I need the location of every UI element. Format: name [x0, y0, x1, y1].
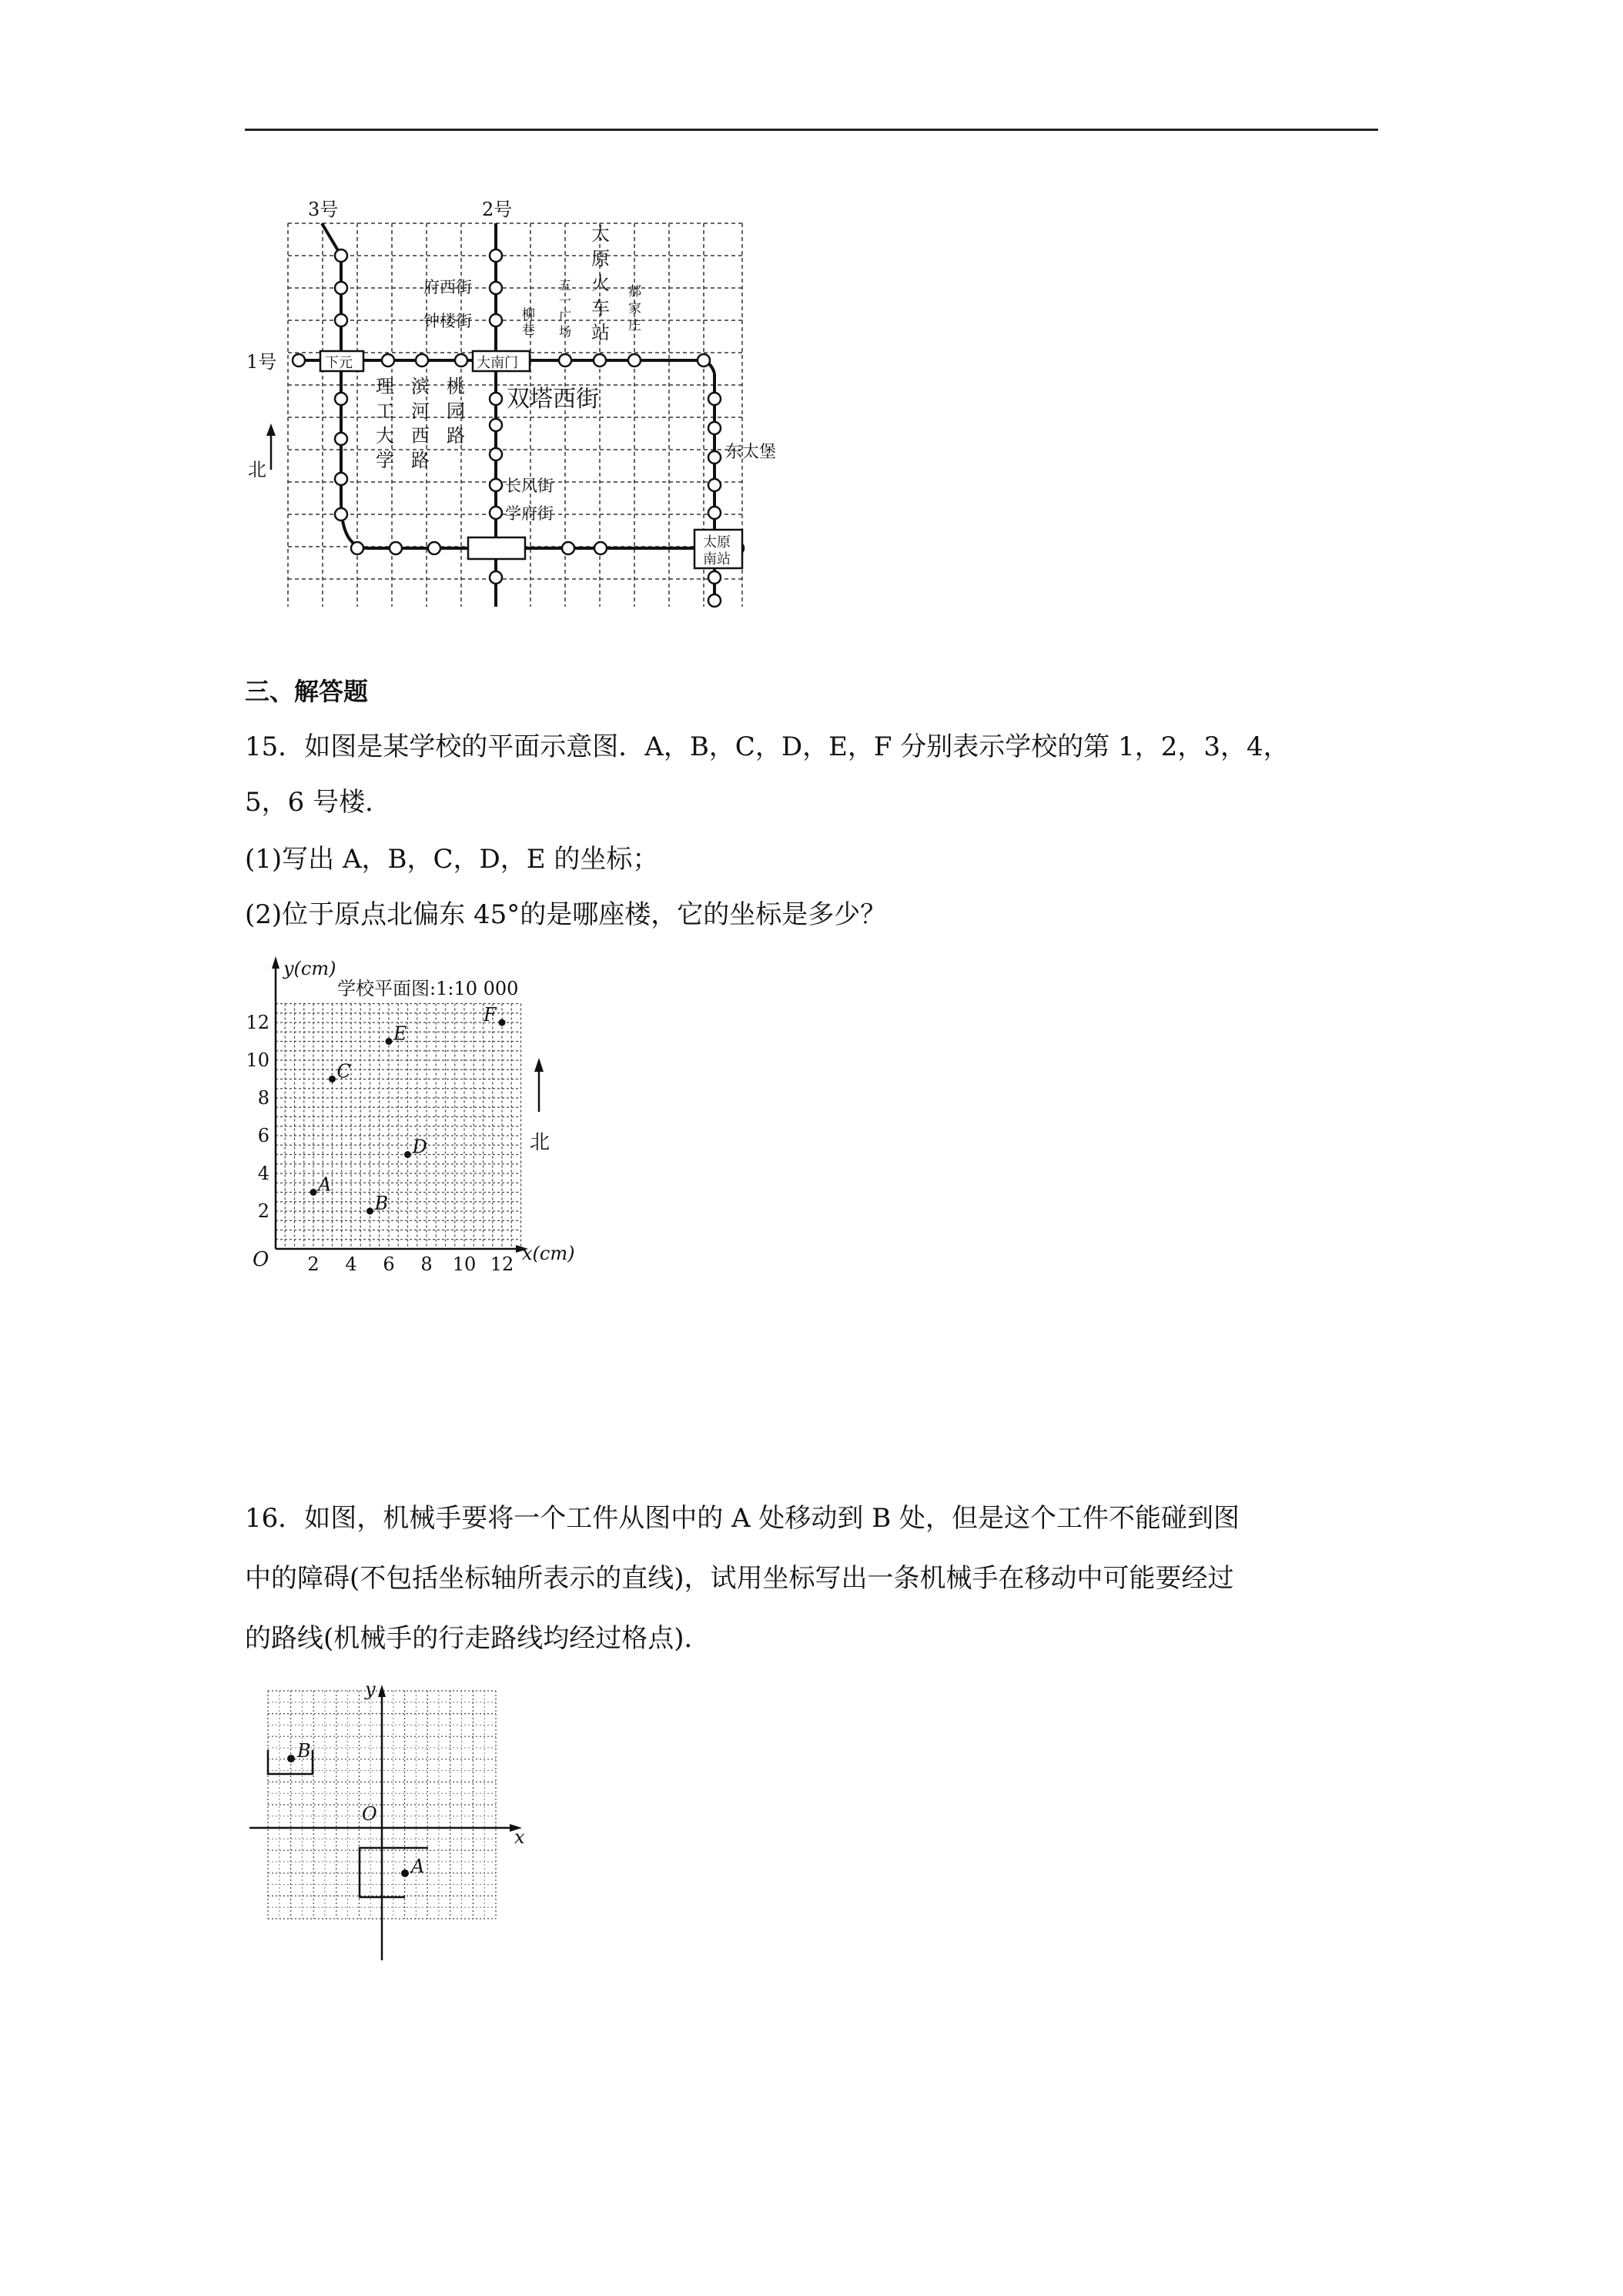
- metro-map-figure: [245, 192, 777, 616]
- point-B-dot: [287, 1755, 295, 1762]
- railway-char-3: 火: [591, 273, 610, 294]
- building-F-label: F: [484, 1004, 497, 1026]
- y-tick-labels: [246, 1012, 269, 1222]
- north-label: 北: [248, 459, 266, 480]
- liuxiang-label: [522, 307, 535, 338]
- binhe-char-2: 河: [411, 400, 430, 422]
- binhe-char-3: 西: [411, 425, 430, 447]
- taoyuan-label: [447, 376, 465, 447]
- ligong-char-2: 工: [376, 400, 394, 422]
- q15-part-2: (2)位于原点北偏东 45°的是哪座楼，它的坐标是多少？: [245, 899, 887, 930]
- binhe-label: [411, 376, 430, 471]
- y-tick-label: 10: [246, 1049, 269, 1071]
- robot-axes: [249, 1691, 516, 1960]
- north-arrow-icon: [266, 423, 276, 470]
- q16-line-2: 中的障碍(不包括坐标轴所表示的直线)，试用坐标写出一条机械手在移动中可能要经过: [245, 1563, 1234, 1594]
- building-A-label: A: [318, 1173, 332, 1196]
- haojia-char-1: 郝: [628, 284, 641, 300]
- building-B-dot: [366, 1208, 373, 1215]
- building-F-dot: [499, 1019, 506, 1026]
- point-A-label: A: [411, 1856, 425, 1877]
- dongtaibao-label: 东太堡: [725, 443, 777, 462]
- railway-char-5: 站: [591, 322, 610, 343]
- point-B-label: B: [297, 1740, 311, 1762]
- shuangta-label: 双塔西街: [507, 386, 599, 413]
- robot-origin-label: O: [362, 1803, 377, 1825]
- taoyuan-char-3: 路: [447, 425, 465, 447]
- taoyuan-char-2: 园: [447, 400, 465, 422]
- danan-label: 大南门: [477, 355, 518, 371]
- zhonglou-label: 钟楼街: [423, 312, 472, 330]
- q15-line-2: 5，6 号楼．: [245, 787, 392, 818]
- haojia-label: [628, 284, 641, 333]
- building-A-dot: [310, 1189, 317, 1196]
- plan-north-label: 北: [530, 1131, 550, 1154]
- y-axis-label: y(cm): [283, 958, 336, 979]
- building-C-label: C: [336, 1060, 351, 1083]
- xuefu-label: 学府街: [505, 504, 554, 523]
- ligong-char-3: 大: [376, 425, 394, 447]
- building-D-label: D: [412, 1136, 427, 1158]
- y-axis-arrow-icon: [272, 956, 279, 969]
- section-title: 三、解答题: [245, 677, 369, 706]
- railway-char-1: 太: [591, 223, 610, 245]
- robot-x-label: x: [514, 1826, 525, 1848]
- railway-label: [591, 223, 610, 343]
- building-E-dot: [386, 1038, 393, 1045]
- building-E-label: E: [393, 1022, 407, 1045]
- y-tick-label: 2: [257, 1200, 269, 1222]
- wuyi-char-4: 场: [559, 324, 572, 339]
- y-tick-label: 12: [246, 1012, 269, 1033]
- haojia-char-3: 庄: [628, 318, 641, 333]
- y-tick-label: 8: [257, 1087, 269, 1109]
- binhe-char-4: 路: [411, 450, 430, 471]
- q15-part-1: (1)写出 A，B，C，D，E 的坐标；: [245, 844, 659, 875]
- x-axis-label: x(cm): [522, 1243, 575, 1264]
- taoyuan-char-1: 桃: [447, 376, 465, 397]
- x-tick-labels: [307, 1253, 514, 1275]
- scale-title: 学校平面图:1:10 000: [337, 978, 519, 999]
- building-C-dot: [329, 1076, 336, 1083]
- binhe-char-1: 滨: [411, 376, 430, 397]
- x-tick-label: 2: [307, 1253, 320, 1275]
- line-1-label: 1号: [246, 351, 277, 373]
- ligong-char-1: 理: [376, 376, 394, 397]
- changfeng-label: 长风街: [505, 477, 554, 495]
- railway-char-2: 原: [591, 248, 610, 269]
- x-tick-label: 4: [345, 1253, 357, 1275]
- xiayuan-label: 下元: [325, 355, 353, 371]
- y-tick-label: 4: [257, 1163, 269, 1184]
- fuxi-label: 府西街: [423, 278, 472, 296]
- x-tick-label: 10: [452, 1253, 477, 1275]
- x-tick-label: 8: [420, 1253, 433, 1275]
- taiyuan-south-label-1: 太原: [703, 534, 731, 551]
- liuxiang-char-2: 巷: [522, 323, 535, 338]
- origin-label: O: [253, 1248, 269, 1271]
- railway-char-4: 车: [591, 297, 610, 319]
- q16-line-1: 16．如图，机械手要将一个工件从图中的 A 处移动到 B 处，但是这个工件不能碰到图: [245, 1503, 1240, 1534]
- liuxiang-char-1: 柳: [522, 307, 535, 323]
- x-tick-label: 12: [490, 1253, 514, 1275]
- point-A-dot: [401, 1869, 409, 1877]
- robot-y-label: y: [365, 1678, 376, 1700]
- wuyi-char-1: 五: [559, 278, 572, 293]
- header-rule: [245, 129, 1378, 131]
- wuyi-char-2: 一: [559, 293, 572, 308]
- building-B-label: B: [374, 1193, 389, 1214]
- q15-line-1: 15．如图是某学校的平面示意图．A，B，C，D，E，F 分别表示学校的第 1，2，3，4，: [245, 731, 1290, 762]
- plan-north-arrow-icon: [534, 1058, 544, 1112]
- school-plan-figure: [245, 953, 584, 1277]
- wuyi-label: [559, 278, 571, 339]
- haojia-char-2: 家: [628, 301, 641, 316]
- ligong-char-4: 学: [376, 450, 394, 471]
- taiyuan-south-label-2: 南站: [703, 551, 731, 567]
- robot-grid-figure: [245, 1677, 537, 1970]
- y-tick-label: 6: [257, 1125, 269, 1146]
- q16-line-3: 的路线(机械手的行走路线均经过格点)．: [245, 1623, 711, 1654]
- wuyi-char-3: 广: [559, 309, 572, 323]
- line-3-label: 3号: [308, 199, 339, 220]
- line-2-label: 2号: [482, 199, 513, 220]
- x-tick-label: 6: [383, 1253, 395, 1275]
- interchange-box: [468, 537, 525, 559]
- building-D-dot: [404, 1151, 411, 1158]
- ligong-label: [376, 376, 394, 471]
